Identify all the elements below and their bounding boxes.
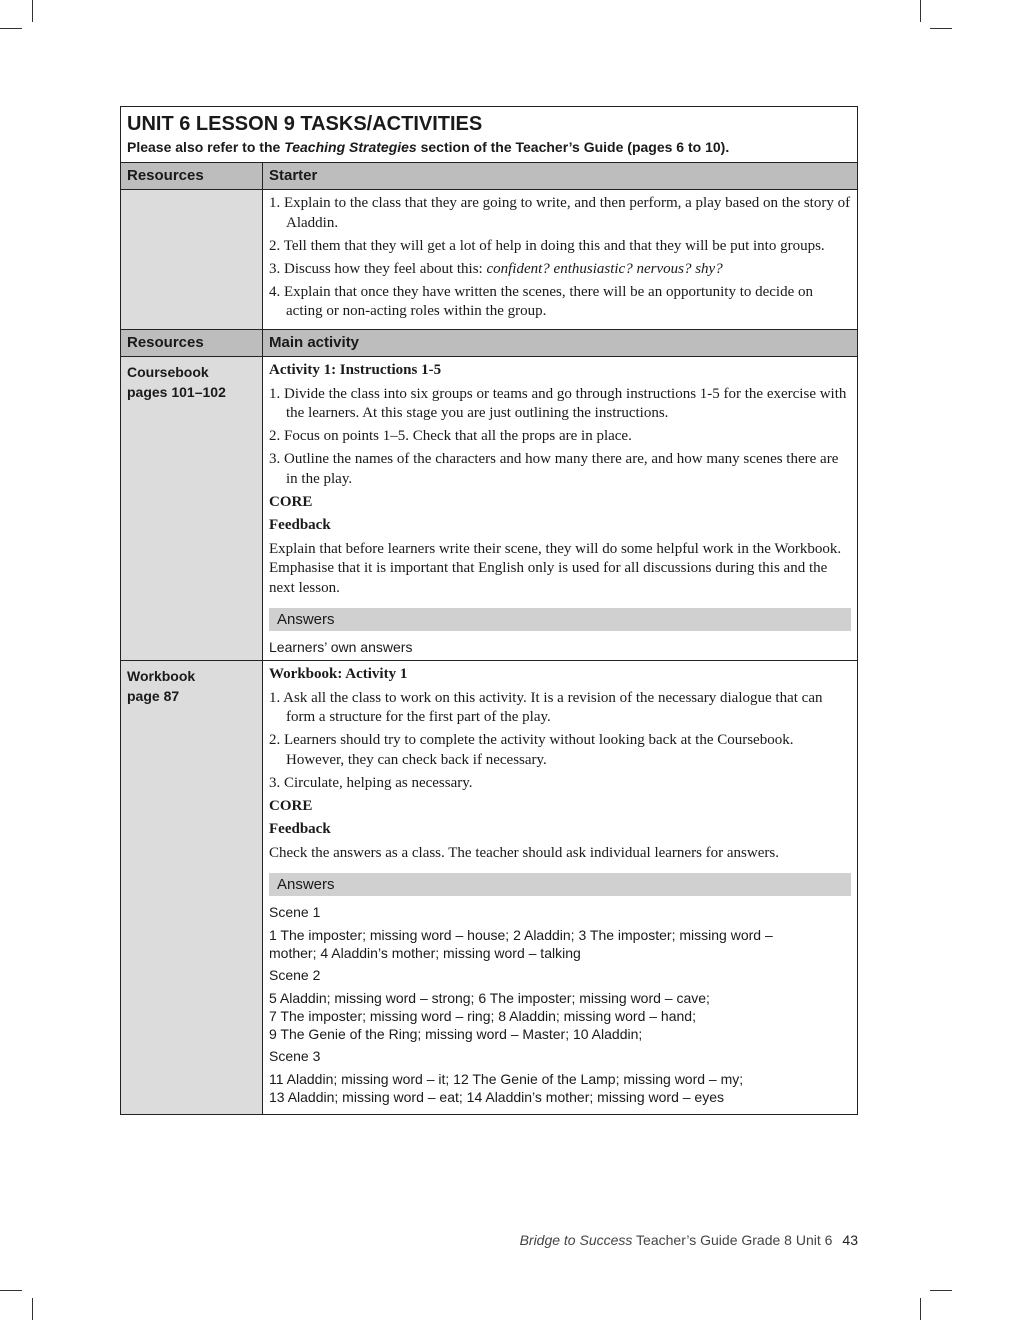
core-label: CORE (269, 493, 313, 510)
title-box (121, 107, 857, 163)
feedback-label: Feedback (269, 821, 331, 837)
resources-header: Resources (121, 163, 263, 189)
core-label: CORE (269, 797, 313, 814)
resource-workbook-page: page 87 (127, 688, 180, 704)
crop-mark (920, 1298, 921, 1320)
scene-answers (269, 1070, 851, 1106)
starter-step-text: 3. Discuss how they feel about this: (269, 260, 487, 277)
main-activity-row (121, 357, 857, 661)
crop-mark (920, 0, 921, 22)
answer-line: 5 Aladdin; missing word – strong; 6 The imposter; missing word – cave; (269, 990, 710, 1006)
resource-coursebook: Coursebook (127, 364, 209, 380)
workbook-step: 3. Circulate, helping as necessary. (269, 774, 473, 791)
subtitle (127, 137, 851, 157)
scene-answers (269, 926, 851, 962)
book-title: Bridge to Success (519, 1232, 633, 1248)
resource-workbook: Workbook (127, 668, 196, 684)
main-header-row (121, 330, 857, 357)
scene-answers (269, 989, 851, 1043)
answer-line: 11 Aladdin; missing word – it; 12 The Genie of the Lamp; missing word – my; (269, 1071, 744, 1087)
workbook-content (263, 661, 857, 1114)
crop-mark (32, 0, 33, 22)
scene-label: Scene 2 (269, 967, 321, 983)
answer-line: 1 The imposter; missing word – house; 2 Aladdin; 3 The imposter; missing word – (269, 927, 773, 943)
starter-step: 1. Explain to the class that they are going to write, and then perform, a play based on the story of Aladdin. (269, 195, 851, 231)
crop-mark (0, 28, 22, 29)
answer-line: mother; 4 Aladdin’s mother; missing word – talking (269, 945, 581, 961)
answers-bar: Answers (269, 608, 851, 631)
starter-header: Starter (269, 167, 318, 184)
lesson-table (120, 106, 858, 1115)
starter-content (263, 190, 857, 329)
answer-line: 13 Aladdin; missing word – eat; 14 Aladdin’s mother; missing word – eyes (269, 1089, 724, 1105)
workbook-heading: Workbook: Activity 1 (269, 666, 408, 682)
starter-row (121, 190, 857, 330)
activity-step: 2. Focus on points 1–5. Check that all the props are in place. (269, 428, 632, 444)
workbook-step: 2. Learners should try to complete the activity without looking back at the Coursebook. However, they can check back if necessary. (269, 732, 794, 768)
crop-mark (930, 28, 952, 29)
main-activity-content (263, 357, 857, 660)
subtitle-italic: Teaching Strategies (284, 139, 417, 155)
page-title: UNIT 6 LESSON 9 TASKS/ACTIVITIES (127, 113, 483, 135)
resources-header: Resources (121, 330, 263, 356)
feedback-text: Explain that before learners write their scene, they will do some helpful work in the Workbook. Emphasise that it is important that English only is used for all discussions during this and the next lesson. (269, 540, 842, 596)
starter-header-row (121, 163, 857, 190)
answers-bar: Answers (269, 873, 851, 896)
crop-mark (930, 1290, 952, 1291)
resource-pages: pages 101–102 (127, 384, 226, 400)
scene-label: Scene 3 (269, 1048, 321, 1064)
main-resources-cell (121, 357, 263, 660)
page-footer (520, 1232, 858, 1248)
starter-step: 2. Tell them that they will get a lot of help in doing this and that they will be put into groups. (269, 237, 825, 254)
crop-mark (0, 1290, 22, 1291)
answer-line: 9 The Genie of the Ring; missing word – Master; 10 Aladdin; (269, 1026, 643, 1042)
page-number: 43 (842, 1232, 858, 1248)
crop-mark (32, 1298, 33, 1320)
starter-step (269, 260, 851, 280)
answers-text: Learners’ own answers (269, 639, 413, 655)
answer-line: 7 The imposter; missing word – ring; 8 Aladdin; missing word – hand; (269, 1008, 696, 1024)
activity-step: 3. Outline the names of the characters and how many there are, and how many scenes there are in the play. (269, 451, 839, 487)
workbook-resources-cell (121, 661, 263, 1114)
main-activity-header: Main activity (269, 334, 360, 351)
feedback-label: Feedback (269, 517, 331, 533)
activity-heading: Activity 1: Instructions 1-5 (269, 362, 442, 378)
starter-step-italic: confident? enthusiastic? nervous? shy? (486, 260, 723, 277)
workbook-step: 1. Ask all the class to work on this activity. It is a revision of the necessary dialogue that can form a structure for the first part of the play. (269, 689, 823, 725)
subtitle-post: section of the Teacher’s Guide (pages 6 to 10). (416, 139, 730, 155)
workbook-row (121, 661, 857, 1114)
feedback-text: Check the answers as a class. The teacher should ask individual learners for answers. (269, 844, 779, 861)
subtitle-pre: Please also refer to the (127, 139, 285, 155)
starter-resources-cell (121, 190, 263, 329)
activity-step: 1. Divide the class into six groups or teams and go through instructions 1-5 for the exercise with the learners. At this stage you are just outlining the instructions. (269, 385, 847, 421)
guide-label: Teacher’s Guide Grade 8 Unit 6 (632, 1232, 833, 1248)
starter-step: 4. Explain that once they have written the scenes, there will be an opportunity to decide on acting or non-acting roles within the group. (269, 283, 813, 319)
scene-label: Scene 1 (269, 904, 321, 920)
